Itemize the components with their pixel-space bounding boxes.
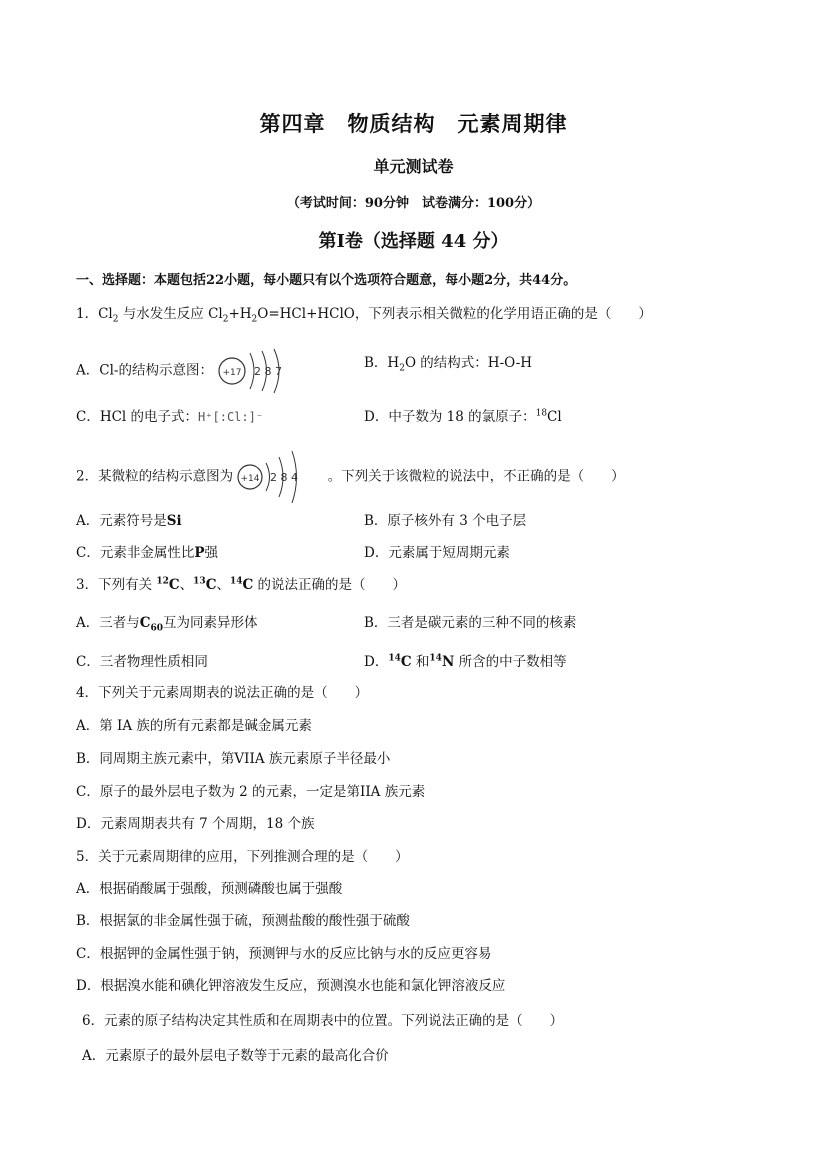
question-2-option-c: C．元素非金属性比P强 (76, 545, 218, 561)
question-1-stem: 1．$Cl_2$ 与水发生反应 $Cl_2+H_2O=HCl+HClO$，下列表示相关微粒的化学用语正确的是（ ） (76, 306, 652, 325)
question-4-option-c: C．原子的最外层电子数为 2 的元素，一定是第IIA 族元素 (76, 784, 426, 800)
question-6-option-a: A．元素原子的最外层电子数等于元素的最高化合价 (82, 1048, 389, 1064)
question-1-option-d: D．中子数为 18 的氯原子：$^{18}$Cl (364, 408, 562, 425)
question-1-option-c: C．HCl 的电子式：H⁺[:Cl:]⁻ (76, 409, 264, 425)
question-5-option-a: A．根据硝酸属于强酸，预测磷酸也属于强酸 (76, 881, 343, 897)
question-1-option-a: A．Cl-的结构示意图： +17 2 8 7 (76, 348, 309, 394)
question-2-option-a: A．元素符号是Si (76, 513, 182, 529)
svg-text:2 8 7: 2 8 7 (254, 365, 283, 378)
hcl-electron-formula: H⁺[:Cl:]⁻ (198, 410, 264, 424)
svg-text:+17: +17 (222, 368, 242, 378)
si-atom-structure-diagram (237, 449, 323, 505)
part-title: 第I卷（选择题 44 分） (318, 231, 509, 252)
question-4-option-a: A．第 IA 族的所有元素都是碱金属元素 (76, 718, 312, 734)
section-instruction: 一、选择题：本题包括22小题，每小题只有以个选项符合题意，每小题2分，共44分。 (76, 273, 577, 288)
svg-text:2 8 4: 2 8 4 (270, 471, 299, 484)
cl-ion-structure-diagram (217, 348, 309, 394)
page-title: 第四章 物质结构 元素周期律 (259, 111, 568, 136)
exam-info: （考试时间：90分钟 试卷满分：100分） (286, 196, 541, 211)
question-3-option-b: B．三者是碳元素的三种不同的核素 (364, 615, 577, 631)
question-2-option-b: B．原子核外有 3 个电子层 (364, 513, 527, 529)
question-4-stem: 4．下列关于元素周期表的说法正确的是（ ） (76, 685, 369, 701)
svg-text:+14: +14 (240, 474, 260, 484)
question-6-stem: 6．元素的原子结构决定其性质和在周期表中的位置。下列说法正确的是（ ） (82, 1013, 564, 1029)
question-5-option-d: D．根据溴水能和碘化钾溶液发生反应，预测溴水也能和氯化钾溶液反应 (76, 978, 506, 994)
question-3-option-c: C．三者物理性质相同 (76, 654, 208, 670)
question-2-option-d: D．元素属于短周期元素 (364, 545, 510, 561)
question-2-stem: 2．某微粒的结构示意图为 +14 2 8 4 。下列关于该微粒的说法中，不正确的是（ ） (76, 449, 625, 505)
question-3-stem: 3．下列有关 $^{12}$C、$^{13}$C、$^{14}$C 的说法正确的是（ ） (76, 576, 407, 593)
question-3-option-a: A．三者与$C_{60}$互为同素异形体 (76, 615, 258, 634)
page-subtitle: 单元测试卷 (373, 157, 454, 176)
question-1-option-b: B．$H_2O$ 的结构式：H-O-H (364, 355, 533, 374)
question-5-stem: 5．关于元素周期律的应用，下列推测合理的是（ ） (76, 849, 409, 865)
question-5-option-b: B．根据氯的非金属性强于硫，预测盐酸的酸性强于硫酸 (76, 913, 410, 929)
question-3-option-d: D．$^{14}$C 和$^{14}$N 所含的中子数相等 (364, 653, 567, 670)
question-5-option-c: C．根据钾的金属性强于钠，预测钾与水的反应比钠与水的反应更容易 (76, 946, 492, 962)
question-4-option-b: B．同周期主族元素中，第VIIA 族元素原子半径最小 (76, 751, 391, 767)
question-4-option-d: D．元素周期表共有 7 个周期，18 个族 (76, 816, 315, 832)
